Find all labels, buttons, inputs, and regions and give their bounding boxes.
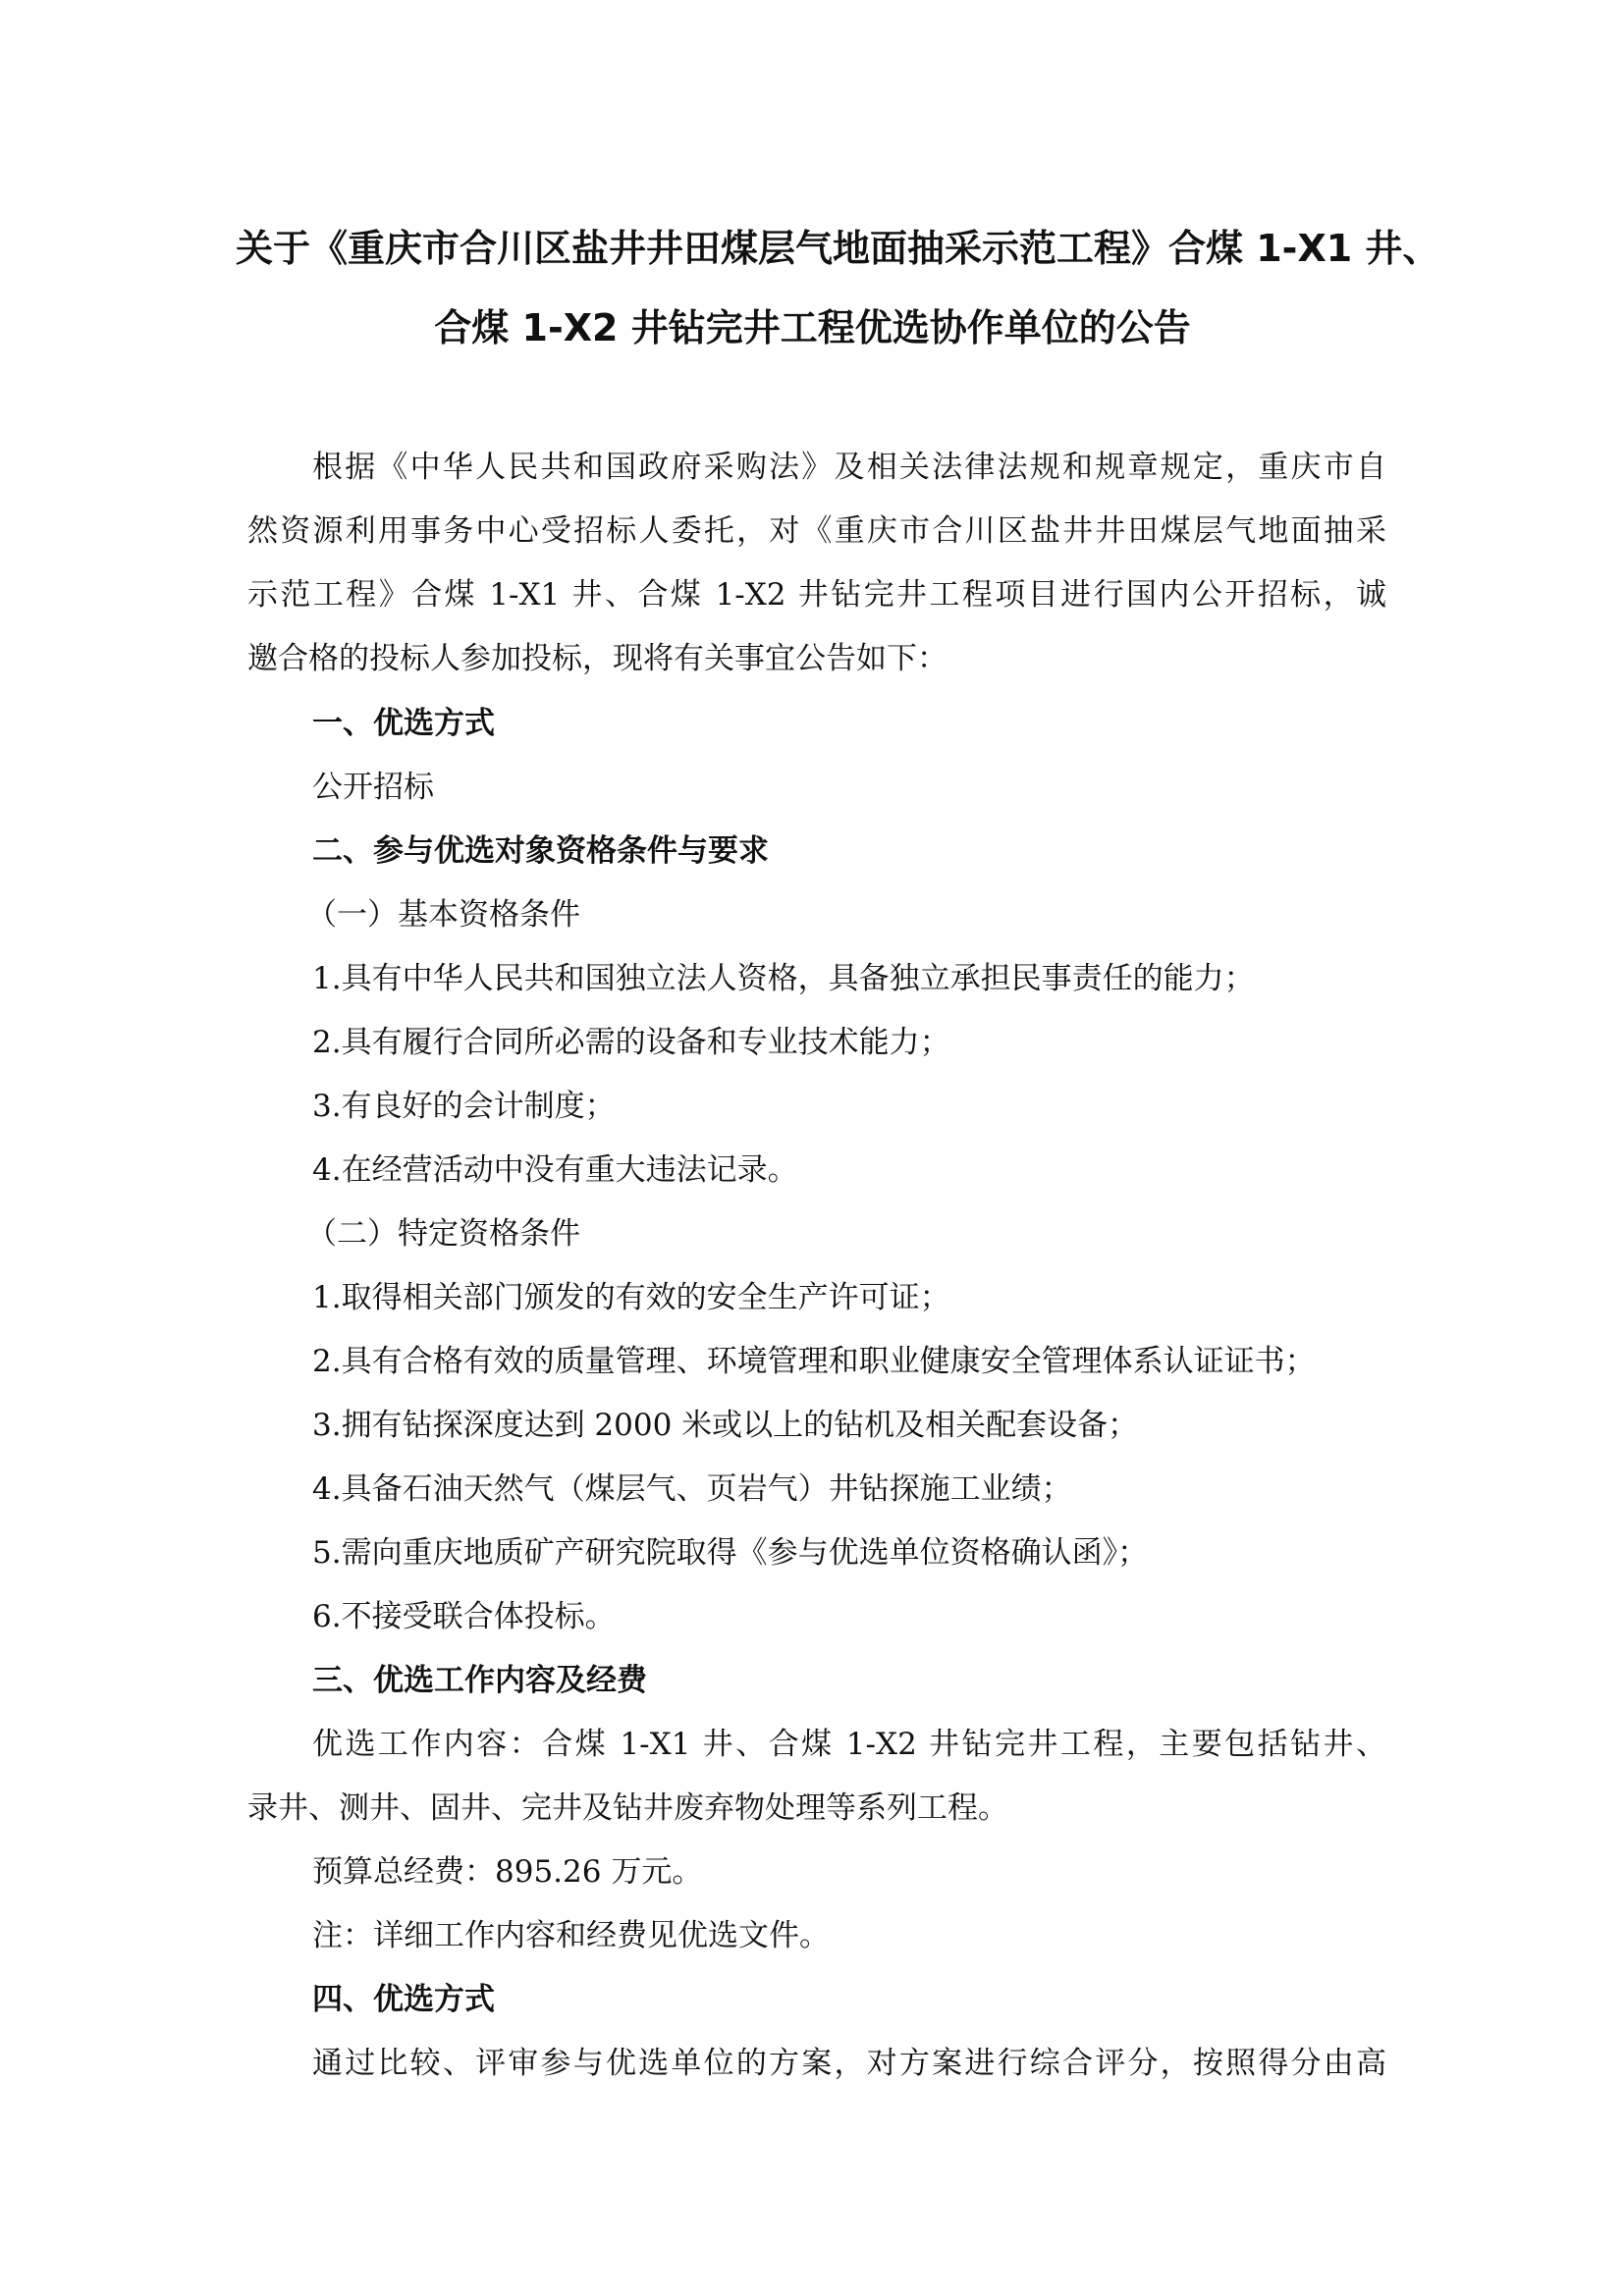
section-2-heading: 二、参与优选对象资格条件与要求 xyxy=(312,833,769,869)
intro-paragraph-line-3: 示范工程》合煤 1-X1 井、合煤 1-X2 井钻完井工程项目进行国内公开招标，诚 xyxy=(247,577,1386,613)
budget-text: 预算总经费：895.26 万元。 xyxy=(312,1854,703,1890)
document-title-line-2: 合煤 1-X2 井钻完井工程优选协作单位的公告 xyxy=(434,306,1191,349)
basic-qualification-item: 3.有良好的会计制度； xyxy=(312,1089,616,1124)
section-3-heading: 三、优选工作内容及经费 xyxy=(312,1663,647,1698)
work-content-line-2: 录井、测井、固井、完井及钻井废弃物处理等系列工程。 xyxy=(247,1790,1008,1826)
section-1-heading: 一、优选方式 xyxy=(312,706,495,741)
intro-paragraph-line-4: 邀合格的投标人参加投标，现将有关事宜公告如下： xyxy=(247,641,947,676)
intro-paragraph-line-2: 然资源利用事务中心受招标人委托，对《重庆市合川区盐井井田煤层气地面抽采 xyxy=(247,513,1386,549)
section-4-text-line-1: 通过比较、评审参与优选单位的方案，对方案进行综合评分，按照得分由高 xyxy=(312,2046,1386,2081)
basic-qualification-item: 1.具有中华人民共和国独立法人资格，具备独立承担民事责任的能力； xyxy=(312,961,1255,996)
basic-qualification-heading: （一）基本资格条件 xyxy=(306,897,580,933)
document-title-line-1: 关于《重庆市合川区盐井井田煤层气地面抽采示范工程》合煤 1-X1 井、 xyxy=(236,227,1440,270)
basic-qualification-item: 2.具有履行合同所必需的设备和专业技术能力； xyxy=(312,1025,950,1060)
special-qualification-item: 2.具有合格有效的质量管理、环境管理和职业健康安全管理体系认证证书； xyxy=(312,1344,1316,1379)
special-qualification-item: 1.取得相关部门颁发的有效的安全生产许可证； xyxy=(312,1280,950,1315)
special-qualification-item: 3.拥有钻探深度达到 2000 米或以上的钻机及相关配套设备； xyxy=(312,1408,1139,1443)
special-qualification-item: 6.不接受联合体投标。 xyxy=(312,1599,616,1634)
section-1-text: 公开招标 xyxy=(312,770,434,805)
budget-note: 注：详细工作内容和经费见优选文件。 xyxy=(312,1918,830,1953)
intro-paragraph-line-1: 根据《中华人民共和国政府采购法》及相关法律法规和规章规定，重庆市自 xyxy=(312,450,1386,485)
work-content-line-1: 优选工作内容：合煤 1-X1 井、合煤 1-X2 井钻完井工程，主要包括钻井、 xyxy=(312,1727,1386,1762)
special-qualification-item: 5.需向重庆地质矿产研究院取得《参与优选单位资格确认函》； xyxy=(312,1535,1149,1571)
special-qualification-heading: （二）特定资格条件 xyxy=(306,1216,580,1252)
special-qualification-item: 4.具备石油天然气（煤层气、页岩气）井钻探施工业绩； xyxy=(312,1471,1072,1507)
basic-qualification-item: 4.在经营活动中没有重大违法记录。 xyxy=(312,1152,798,1188)
section-4-heading: 四、优选方式 xyxy=(312,1982,495,2017)
